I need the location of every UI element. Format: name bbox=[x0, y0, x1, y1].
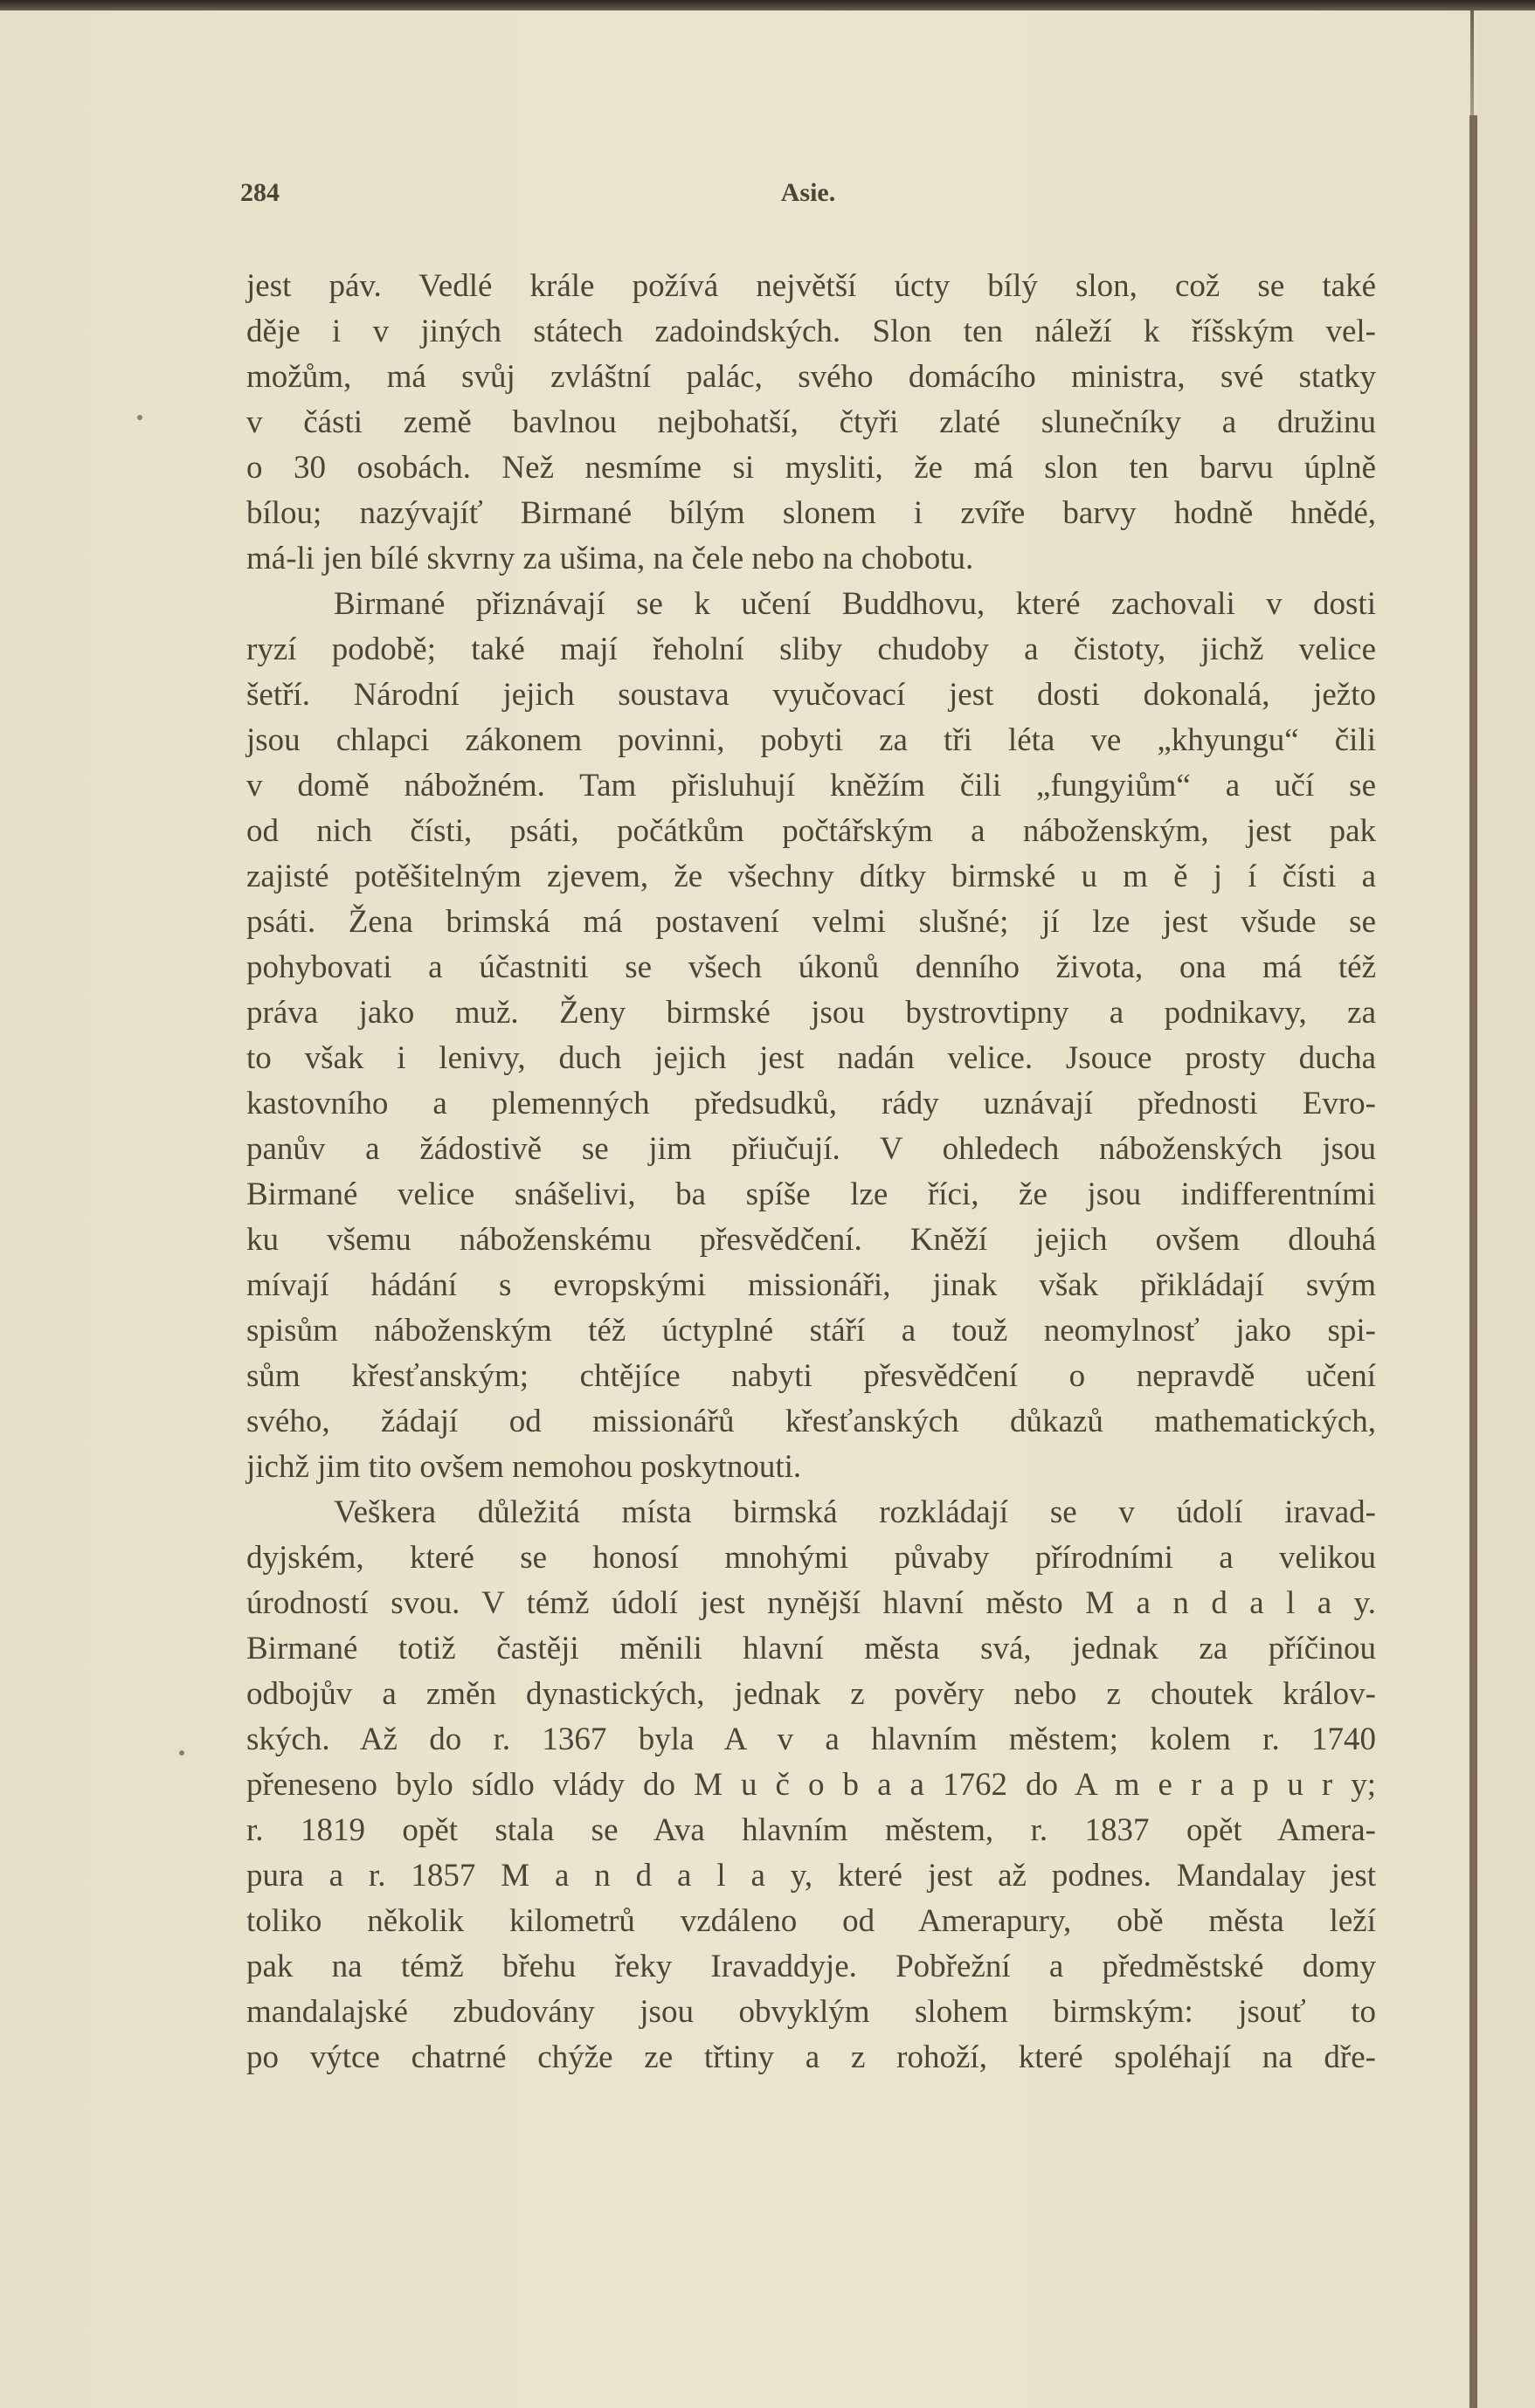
body-text bbox=[246, 264, 1376, 2080]
text-line: bílou; nazývajíť Birmané bílým slonem i zvíře barvy hodně hnědé, bbox=[246, 495, 1376, 531]
text-line: dyjském, které se honosí mnohými půvaby přírodními a velikou bbox=[246, 1540, 1376, 1576]
text-line: toliko několik kilometrů vzdáleno od Amerapury, obě města leží bbox=[246, 1903, 1376, 1939]
text-line: spisům náboženským též úctyplné stáří a touž neomylnosť jako spi- bbox=[246, 1313, 1376, 1349]
text-line: ských. Až do r. 1367 byla A v a hlavním městem; kolem r. 1740 bbox=[246, 1721, 1376, 1757]
text-line: mívají hádání s evropskými missionáři, jinak však přikládají svým bbox=[246, 1267, 1376, 1303]
text-line: po výtce chatrné chýže ze třtiny a z rohoží, které spoléhají na dře- bbox=[246, 2039, 1376, 2075]
text-line: panův a žádostivě se jim přiučují. V ohledech náboženských jsou bbox=[246, 1131, 1376, 1167]
text-line: zajisté potěšitelným zjevem, že všechny dítky birmské u m ě j í čísti a bbox=[246, 859, 1376, 894]
page-header bbox=[240, 178, 1376, 213]
binding-gutter bbox=[1469, 115, 1477, 2408]
text-line: jsou chlapci zákonem povinni, pobyti za tři léta ve „khyungu“ čili bbox=[246, 722, 1376, 758]
text-line: má-li jen bílé skvrny za ušima, na čele nebo na chobotu. bbox=[246, 541, 974, 576]
text-line: to však i lenivy, duch jejich jest nadán velice. Jsouce prosty ducha bbox=[246, 1040, 1376, 1076]
text-line: svého, žádají od missionářů křesťanských důkazů mathematických, bbox=[246, 1404, 1376, 1439]
text-line: práva jako muž. Ženy birmské jsou bystrovtipny a podnikavy, za bbox=[246, 995, 1376, 1031]
text-line: Birmané velice snášelivi, ba spíše lze říci, že jsou indifferentními bbox=[246, 1176, 1376, 1212]
text-line: mandalajské zbudovány jsou obvyklým slohem birmským: jsouť to bbox=[246, 1994, 1376, 2030]
text-line: sům křesťanským; chtějíce nabyti přesvědčení o nepravdě učení bbox=[246, 1358, 1376, 1394]
text-line: pohybovati a účastniti se všech úkonů denního života, ona má též bbox=[246, 949, 1376, 985]
text-line: ku všemu náboženskému přesvědčení. Kněží jejich ovšem dlouhá bbox=[246, 1222, 1376, 1258]
text-line: úrodností svou. V témž údolí jest nynější hlavní město M a n d a l a y. bbox=[246, 1585, 1376, 1621]
text-line: o 30 osobách. Než nesmíme si mysliti, že má slon ten barvu úplně bbox=[246, 450, 1376, 486]
text-line: ryzí podobě; také mají řeholní sliby chudoby a čistoty, jichž velice bbox=[246, 631, 1376, 667]
margin-speck bbox=[179, 1750, 184, 1756]
text-line: Birmané totiž častěji měnili hlavní města svá, jednak za příčinou bbox=[246, 1631, 1376, 1666]
margin-speck bbox=[137, 415, 142, 420]
text-line: jest páv. Vedlé krále požívá největší úcty bílý slon, což se také bbox=[246, 268, 1376, 304]
text-line: možům, má svůj zvláštní palác, svého domácího ministra, své statky bbox=[246, 359, 1376, 395]
page-number: 284 bbox=[240, 178, 280, 207]
text-line: kastovního a plemenných předsudků, rády uznávají přednosti Evro- bbox=[246, 1086, 1376, 1121]
adjacent-page-edge bbox=[1477, 10, 1535, 2408]
text-line: psáti. Žena brimská má postavení velmi slušné; jí lze jest všude se bbox=[246, 904, 1376, 940]
text-line: v domě nábožném. Tam přisluhují kněžím čili „fungyiům“ a učí se bbox=[246, 768, 1376, 804]
text-line: jichž jim tito ovšem nemohou poskytnouti. bbox=[246, 1449, 802, 1485]
text-line: odbojův a změn dynastických, jednak z pověry nebo z choutek králov- bbox=[246, 1676, 1376, 1712]
text-line: r. 1819 opět stala se Ava hlavním městem, r. 1837 opět Amera- bbox=[246, 1812, 1376, 1848]
text-line: přeneseno bylo sídlo vlády do M u č o b a a 1762 do A m e r a p u r y; bbox=[246, 1767, 1376, 1803]
text-line: Birmané přiznávají se k učení Buddhovu, které zachovali v dosti bbox=[334, 586, 1376, 622]
text-line: šetří. Národní jejich soustava vyučovací jest dosti dokonalá, ježto bbox=[246, 677, 1376, 713]
text-line: pura a r. 1857 M a n d a l a y, které jest až podnes. Mandalay jest bbox=[246, 1858, 1376, 1894]
scan-top-edge bbox=[0, 0, 1535, 10]
running-title: Asie. bbox=[780, 178, 836, 207]
text-line: Veškera důležitá místa birmská rozkládají se v údolí iravad- bbox=[334, 1494, 1376, 1530]
text-line: děje i v jiných státech zadoindských. Slon ten náleží k říšským vel- bbox=[246, 314, 1376, 349]
text-line: v části země bavlnou nejbohatší, čtyři zlaté slunečníky a družinu bbox=[246, 404, 1376, 440]
text-line: pak na témž břehu řeky Iravaddyje. Pobřežní a předměstské domy bbox=[246, 1949, 1376, 1984]
text-line: od nich čísti, psáti, počátkům počtářským a náboženským, jest pak bbox=[246, 813, 1376, 849]
binding-gutter-top bbox=[1470, 10, 1474, 115]
